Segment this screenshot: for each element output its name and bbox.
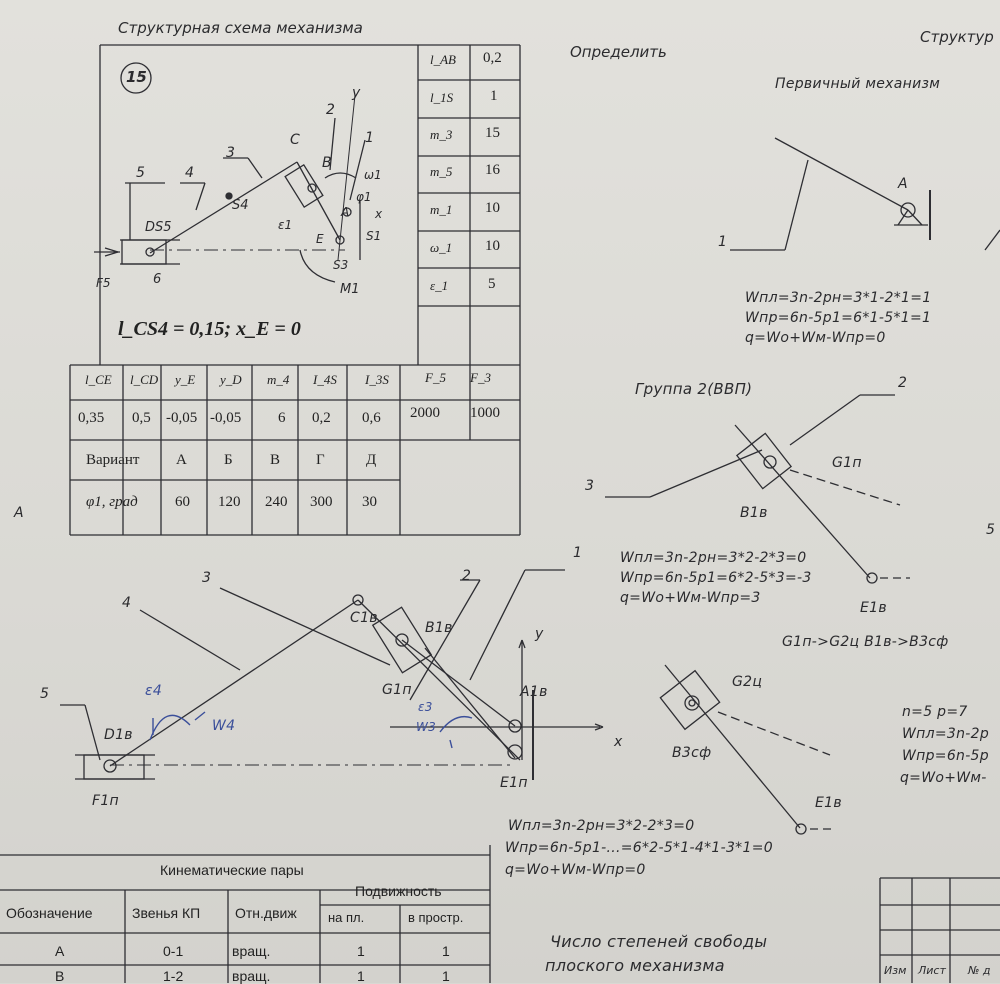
- data-header: F_3: [470, 370, 491, 385]
- kp-cell: вращ.: [232, 968, 271, 984]
- kp-header: Звенья КП: [132, 905, 201, 921]
- data-header: m_4: [267, 372, 290, 387]
- scheme-label: 5: [136, 165, 145, 181]
- group2-label: E1в: [815, 795, 842, 811]
- kp-cell: 1-2: [163, 968, 184, 984]
- bottom-eq: q=Wo+Wм-Wпр=0: [505, 862, 646, 878]
- param-name: l_1S: [430, 90, 454, 105]
- right-eq: n=5 p=7: [902, 704, 968, 720]
- data-value: 0,5: [132, 410, 151, 426]
- scheme-label: S4: [232, 198, 249, 213]
- scheme-label: A: [341, 205, 350, 219]
- phi-value: 30: [362, 494, 377, 510]
- scheme-label: 2: [326, 102, 335, 118]
- stamp-cell: Изм: [884, 964, 907, 977]
- data-header: y_E: [175, 372, 196, 387]
- main-label: D1в: [104, 727, 133, 743]
- primary-eq: q=Wo+Wм-Wпр=0: [745, 330, 886, 346]
- data-value: 1000: [470, 405, 500, 421]
- phi-value: 240: [265, 494, 288, 510]
- primary-title: Первичный механизм: [775, 76, 941, 92]
- variant-letter: Б: [224, 452, 233, 468]
- data-value: 0,2: [312, 410, 331, 426]
- scheme-label: 4: [185, 165, 194, 181]
- scheme-label: E: [316, 232, 324, 246]
- variant-label: Вариант: [86, 452, 140, 468]
- group2-title: Группа 2(ВВП): [635, 380, 753, 398]
- main-label: 3: [202, 570, 212, 586]
- scheme-label: ε1: [278, 218, 293, 232]
- main-annotation: W3: [416, 720, 437, 734]
- determine-label: Определить: [570, 43, 667, 61]
- param-value: 0,2: [483, 50, 502, 66]
- main-label: 5: [40, 686, 50, 702]
- dof-text: плоского механизма: [545, 956, 725, 975]
- data-value: 0,6: [362, 410, 381, 426]
- main-label: E1п: [500, 775, 528, 791]
- main-label: C1в: [350, 610, 378, 626]
- main-annotation: W4: [212, 718, 236, 734]
- scheme-title: Структурная схема механизма: [118, 19, 363, 37]
- scheme-title-right: Структур: [920, 28, 994, 46]
- main-label: B1в: [425, 620, 453, 636]
- data-value: 6: [278, 410, 286, 426]
- bottom-eq: Wпл=3n-2pн=3*2-2*3=0: [508, 818, 695, 834]
- data-header: y_D: [220, 372, 242, 387]
- scheme-label: F5: [96, 276, 111, 290]
- data-header: I_3S: [365, 372, 389, 387]
- phi-label: φ1, град: [86, 494, 138, 510]
- scheme-label: 1: [365, 130, 374, 146]
- param-name: ω_1: [430, 240, 453, 255]
- group2-label: 3: [585, 478, 595, 494]
- phi-value: 60: [175, 494, 190, 510]
- param-value: 10: [485, 238, 500, 254]
- scheme-label: B: [322, 155, 332, 171]
- kp-header: Отн.движ: [235, 905, 297, 921]
- group2-eq: Wпл=3n-2pн=3*2-2*3=0: [620, 550, 807, 566]
- kp-cell: 1: [357, 943, 365, 959]
- variant-letter: Г: [316, 452, 325, 468]
- main-label: F1п: [92, 793, 120, 809]
- main-label: A1в: [520, 684, 548, 700]
- right-eq: q=Wo+Wм-: [900, 770, 987, 786]
- primary-label-1: 1: [718, 234, 728, 250]
- data-value: 0,35: [78, 410, 105, 426]
- right-eq: Wпр=6n-5р: [902, 748, 989, 764]
- group2-label: 2: [898, 375, 908, 391]
- scheme-label: φ1: [356, 190, 372, 204]
- main-annotation: ε3: [418, 700, 433, 714]
- param-value: 1: [490, 88, 498, 104]
- param-name: ε_1: [430, 278, 449, 293]
- variant-letter: В: [270, 452, 281, 468]
- param-value: 15: [485, 125, 500, 141]
- param-name: m_5: [430, 164, 453, 179]
- param-name: l_AB: [430, 52, 456, 67]
- main-label: x: [614, 734, 623, 750]
- scheme-label: x: [375, 207, 383, 221]
- scheme-label: 6: [153, 272, 162, 287]
- group2-label: G1п: [832, 455, 862, 471]
- data-value: -0,05: [210, 410, 242, 426]
- data-value: 2000: [410, 405, 440, 421]
- main-label: 4: [122, 595, 132, 611]
- kp-header: Подвижность: [355, 883, 442, 899]
- kp-cell: А: [55, 943, 65, 959]
- scheme-label: y: [352, 85, 361, 101]
- variant-letter: Д: [366, 452, 377, 468]
- data-header: l_CE: [85, 372, 112, 387]
- primary-eq: Wпл=3n-2pн=3*1-2*1=1: [745, 290, 932, 306]
- kp-cell: вращ.: [232, 943, 271, 959]
- phi-value: 300: [310, 494, 333, 510]
- data-header: l_CD: [130, 372, 159, 387]
- group2-label: B1в: [740, 505, 768, 521]
- scheme-label: 3: [226, 145, 235, 161]
- kp-cell: В: [55, 968, 65, 984]
- group2-transform: G1п->G2ц B1в->B3сф: [782, 634, 949, 650]
- main-label: y: [535, 626, 544, 642]
- data-header: I_4S: [313, 372, 337, 387]
- scheme-label: M1: [340, 282, 360, 297]
- data-value: -0,05: [166, 410, 198, 426]
- phi-value: 120: [218, 494, 241, 510]
- group2-label: E1в: [860, 600, 887, 616]
- scheme-label: S1: [366, 229, 382, 243]
- kp-cell: 0-1: [163, 943, 184, 959]
- main-label: G1п: [382, 682, 412, 698]
- main-annotation: ε4: [145, 683, 163, 699]
- kp-cell: 1: [442, 968, 450, 984]
- variant-letter: А: [176, 452, 187, 468]
- param-value: 10: [485, 200, 500, 216]
- right-eq: Wпл=3n-2р: [902, 726, 990, 742]
- primary-eq: Wпр=6n-5p1=6*1-5*1=1: [745, 310, 932, 326]
- bottom-eq: Wпр=6n-5p1-...=6*2-5*1-4*1-3*1=0: [505, 840, 773, 856]
- primary-label-a: A: [898, 176, 908, 192]
- kp-header: Обозначение: [6, 905, 93, 921]
- param-value: 5: [488, 276, 496, 292]
- group2-label: B3сф: [672, 745, 712, 761]
- kp-subheader: в простр.: [408, 910, 464, 925]
- stamp-cell: № д: [968, 964, 991, 977]
- scheme-label: C: [290, 132, 300, 148]
- param-name: m_3: [430, 127, 453, 142]
- stamp-cell: Лист: [918, 964, 946, 977]
- scheme-label: DS5: [145, 220, 172, 235]
- variant-number: 15: [126, 68, 147, 86]
- kp-title: Кинематические пары: [160, 862, 304, 878]
- scheme-formula: l_CS4 = 0,15; x_E = 0: [118, 318, 301, 340]
- scheme-label: S3: [333, 258, 349, 272]
- margin-letter: A: [14, 505, 24, 521]
- group2-eq: Wпр=6n-5p1=6*2-5*3=-3: [620, 570, 812, 586]
- param-value: 16: [485, 162, 500, 178]
- kp-cell: 1: [442, 943, 450, 959]
- group2-label: G2ц: [732, 674, 763, 690]
- kp-cell: 1: [357, 968, 365, 984]
- kp-subheader: на пл.: [328, 910, 365, 925]
- scheme-label: ω1: [364, 168, 382, 182]
- data-header: F_5: [425, 370, 446, 385]
- margin-number: 5: [986, 522, 995, 538]
- dof-text: Число степеней свободы: [550, 932, 768, 951]
- param-name: m_1: [430, 202, 453, 217]
- main-label: 1: [573, 545, 583, 561]
- main-label: 2: [462, 568, 472, 584]
- group2-eq: q=Wo+Wм-Wпр=3: [620, 590, 761, 606]
